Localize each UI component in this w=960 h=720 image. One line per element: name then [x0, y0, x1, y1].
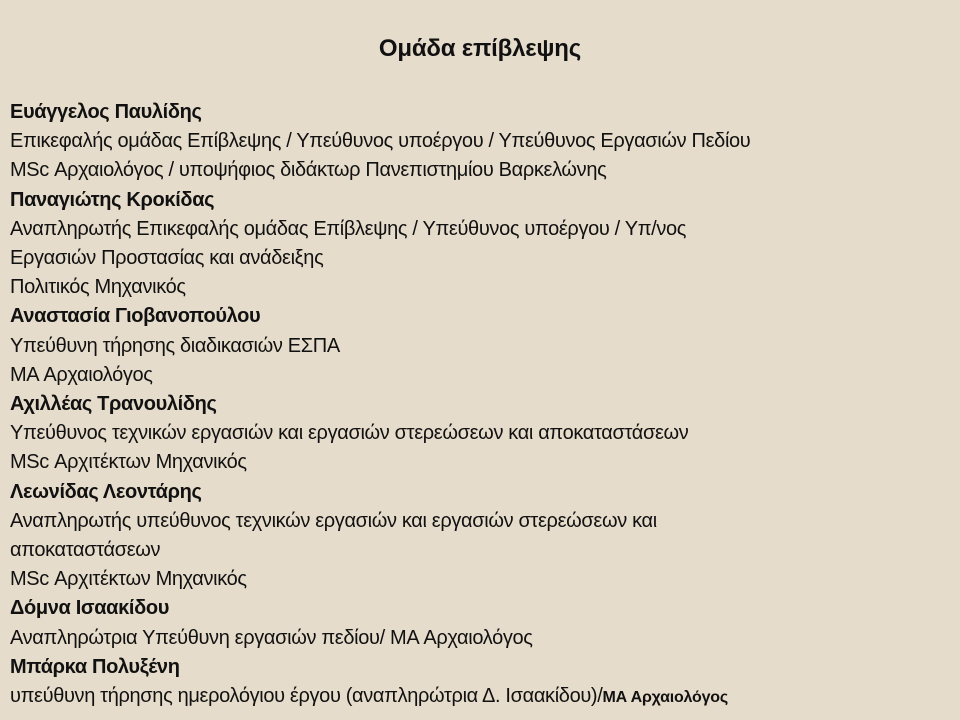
person-name: Παναγιώτης Κροκίδας [10, 188, 215, 211]
person-role: Πολιτικός Μηχανικός [10, 276, 186, 299]
person-name: Δόμνα Ισαακίδου [10, 597, 170, 620]
person-role: Αναπληρωτής Επικεφαλής ομάδας Επίβλεψης / Υπεύθυνος υποέργου / Υπ/νος [10, 217, 687, 240]
slide-title: Ομάδα επίβλεψης [378, 35, 582, 62]
person-name: Λεωνίδας Λεοντάρης [10, 480, 202, 503]
team-line-last [10, 682, 945, 712]
person-name: Αχιλλέας Τρανουλίδης [10, 393, 217, 416]
person-role: MA Αρχαιολόγος [10, 363, 153, 386]
person-role: Αναπληρωτής υπεύθυνος τεχνικών εργασιών και εργασιών στερεώσεων και [10, 509, 657, 532]
person-role: Αναπληρώτρια Υπεύθυνη εργασιών πεδίου/ MA Αρχαιολόγος [10, 626, 533, 649]
last-line-small: MA Αρχαιολόγος [602, 689, 728, 707]
person-role: Υπεύθυνη τήρησης διαδικασιών ΕΣΠΑ [10, 334, 340, 357]
person-name: Ευάγγελος Παυλίδης [10, 101, 202, 123]
person-role: Επικεφαλής ομάδας Επίβλεψης / Υπεύθυνος υποέργου / Υπεύθυνος Εργασιών Πεδίου [10, 130, 751, 153]
person-role: Υπεύθυνος τεχνικών εργασιών και εργασιών στερεώσεων και αποκαταστάσεων [10, 422, 689, 445]
person-role: MSc Αρχαιολόγος / υποψήφιος διδάκτωρ Πανεπιστημίου Βαρκελώνης [10, 159, 607, 182]
person-role: MSc Αρχιτέκτων Μηχανικός [10, 568, 247, 591]
team-list [10, 98, 945, 712]
person-role: MSc Αρχιτέκτων Μηχανικός [10, 451, 247, 474]
last-line-main: υπεύθυνη τήρησης ημερολόγιου έργου (αναπληρώτρια Δ. Ισαακίδου)/ [10, 685, 603, 708]
person-name: Μπάρκα Πολυξένη [10, 655, 180, 678]
person-role: Εργασιών Προστασίας και ανάδειξης [10, 247, 324, 270]
person-role: αποκαταστάσεων [10, 539, 161, 562]
person-name: Αναστασία Γιοβανοπούλου [10, 305, 261, 328]
